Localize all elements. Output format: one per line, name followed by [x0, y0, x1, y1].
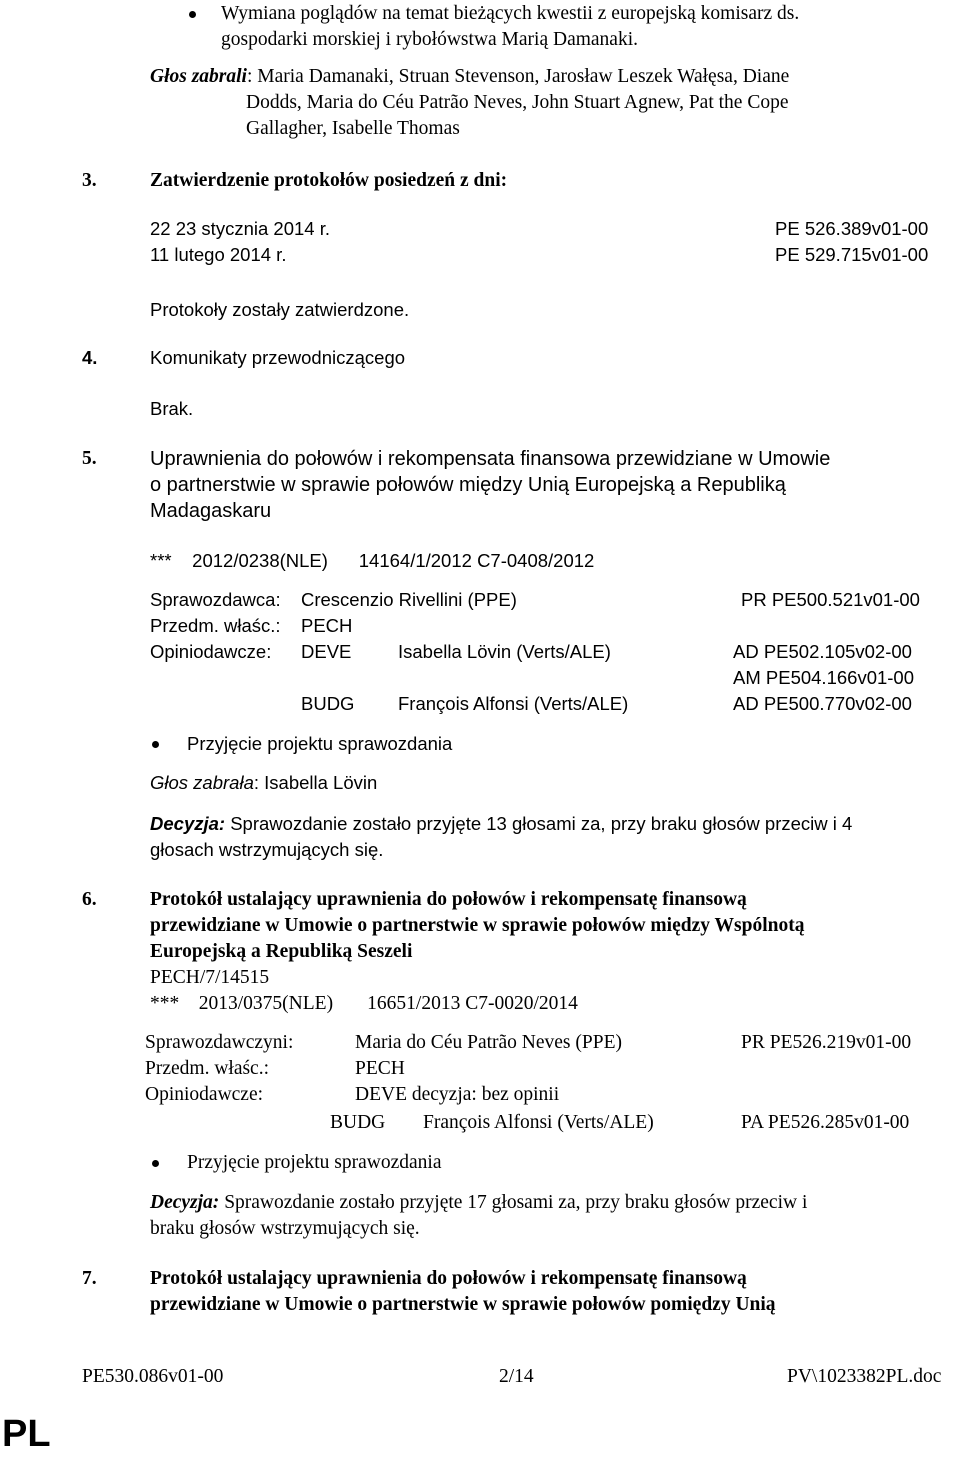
- item6-decision-line2: braku głosów wstrzymujących się.: [150, 1218, 420, 1239]
- item5-op1-ref: AD PE502.105v02-00: [733, 641, 912, 662]
- item5-op2-ref: AD PE500.770v02-00: [733, 693, 912, 714]
- item5-rapporteur: Crescenzio Rivellini (PPE): [301, 589, 517, 610]
- item7-number: 7.: [82, 1268, 97, 1289]
- item5-bullet-dot: [152, 741, 159, 748]
- item5-decision-line1: [150, 811, 852, 837]
- item6-opinion-label: Opiniodawcze:: [145, 1084, 264, 1105]
- item5-speaker: [150, 770, 377, 796]
- item6-op2-name: François Alfonsi (Verts/ALE): [423, 1112, 654, 1133]
- item5-resp-label: Przedm. właśc.:: [150, 615, 281, 636]
- item5-title-line2: o partnerstwie w sprawie połowów między Unią Europejską a Republiką: [150, 474, 786, 496]
- item5-bullet-text: Przyjęcie projektu sprawozdania: [187, 733, 453, 754]
- item6-decision-text: Sprawozdanie zostało przyjęte 17 głosami za, przy braku głosów przeciw i: [219, 1192, 808, 1213]
- item5-rapporteur-label: Sprawozdawca:: [150, 589, 281, 610]
- item3-ref-1: PE 526.389v01-00: [775, 218, 929, 239]
- footer-page-number: 2/14: [499, 1366, 534, 1387]
- footer-language-code: PL: [2, 1413, 51, 1455]
- item6-rapporteur-label: Sprawozdawczyni:: [145, 1032, 294, 1053]
- item6-title-line2: przewidziane w Umowie o partnerstwie w sprawie połowów między Wspólnotą: [150, 915, 805, 936]
- item6-decision-label: Decyzja:: [150, 1192, 220, 1213]
- item5-title-line3: Madagaskaru: [150, 500, 272, 522]
- speakers-line3: Gallagher, Isabelle Thomas: [246, 118, 460, 139]
- item5-number: 5.: [82, 448, 97, 469]
- bullet-text-line2: gospodarki morskiej i rybołówstwa Marią Damanaki.: [221, 29, 638, 50]
- item5-speaker-label: Głos zabrała: [150, 772, 254, 793]
- item5-speaker-name: : Isabella Lövin: [253, 772, 378, 793]
- item6-op2-committee: BUDG: [330, 1112, 386, 1133]
- item6-procedure: *** 2013/0375(NLE) 16651/2013 C7-0020/2014: [150, 993, 578, 1014]
- bullet-text-line1: Wymiana poglądów na temat bieżących kwestii z europejską komisarz ds.: [221, 3, 800, 24]
- item6-resp: PECH: [355, 1058, 405, 1079]
- item3-title: Zatwierdzenie protokołów posiedzeń z dni:: [150, 170, 508, 191]
- item6-title-line3: Europejską a Republiką Seszeli: [150, 941, 413, 962]
- item6-number: 6.: [82, 889, 97, 910]
- item6-rapporteur: Maria do Céu Patrão Neves (PPE): [355, 1032, 622, 1053]
- item5-decision-text: Sprawozdanie zostało przyjęte 13 głosami za, przy braku głosów przeciw i 4: [225, 813, 853, 834]
- item5-op1-committee: DEVE: [301, 641, 352, 662]
- item7-title-line2: przewidziane w Umowie o partnerstwie w sprawie połowów pomiędzy Unią: [150, 1294, 776, 1315]
- item3-ref-2: PE 529.715v01-00: [775, 244, 929, 265]
- footer-doc-ref: PE530.086v01-00: [82, 1366, 224, 1387]
- item5-decision-label: Decyzja:: [150, 813, 226, 834]
- item6-doc: PECH/7/14515: [150, 967, 270, 988]
- item4-title: Komunikaty przewodniczącego: [150, 347, 406, 368]
- item5-rapporteur-ref: PR PE500.521v01-00: [741, 589, 920, 610]
- item6-op1: DEVE decyzja: bez opinii: [355, 1084, 560, 1105]
- item5-op1-ref2: AM PE504.166v01-00: [733, 667, 915, 688]
- item5-opinion-label: Opiniodawcze:: [150, 641, 272, 662]
- speakers-line2: Dodds, Maria do Céu Patrão Neves, John Stuart Agnew, Pat the Cope: [246, 92, 789, 113]
- item6-bullet-text: Przyjęcie projektu sprawozdania: [187, 1152, 442, 1173]
- item5-procedure: *** 2012/0238(NLE) 14164/1/2012 C7-0408/2012: [150, 550, 595, 571]
- item6-resp-label: Przedm. właśc.:: [145, 1058, 270, 1079]
- speakers-line1: [150, 64, 789, 90]
- item5-decision-line2: głosach wstrzymujących się.: [150, 839, 384, 860]
- item3-date-1: 22 23 stycznia 2014 r.: [150, 218, 330, 239]
- item5-resp: PECH: [301, 615, 353, 636]
- speakers-label: Głos zabrali: [150, 66, 247, 87]
- item6-rapporteur-ref: PR PE526.219v01-00: [741, 1032, 912, 1053]
- item4-body: Brak.: [150, 398, 194, 419]
- item7-title-line1: Protokół ustalający uprawnienia do połowów i rekompensatę finansową: [150, 1268, 747, 1289]
- footer-file-name: PV\1023382PL.doc: [787, 1366, 942, 1387]
- item6-title-line1: Protokół ustalający uprawnienia do połowów i rekompensatę finansową: [150, 889, 747, 910]
- item6-op2-ref: PA PE526.285v01-00: [741, 1112, 910, 1133]
- item4-number: 4.: [82, 347, 98, 368]
- item3-result: Protokoły zostały zatwierdzone.: [150, 299, 410, 320]
- item6-bullet-dot: [152, 1160, 159, 1167]
- item6-decision-line1: [150, 1190, 807, 1216]
- item5-op2-name: François Alfonsi (Verts/ALE): [398, 693, 629, 714]
- item5-op2-committee: BUDG: [301, 693, 355, 714]
- item5-title-line1: Uprawnienia do połowów i rekompensata finansowa przewidziane w Umowie: [150, 448, 831, 470]
- item3-date-2: 11 lutego 2014 r.: [150, 244, 287, 265]
- bullet-dot: [189, 11, 196, 18]
- speakers-names-1: : Maria Damanaki, Struan Stevenson, Jarosław Leszek Wałęsa, Diane: [246, 66, 790, 87]
- item5-op1-name: Isabella Lövin (Verts/ALE): [398, 641, 611, 662]
- item3-number: 3.: [82, 170, 97, 191]
